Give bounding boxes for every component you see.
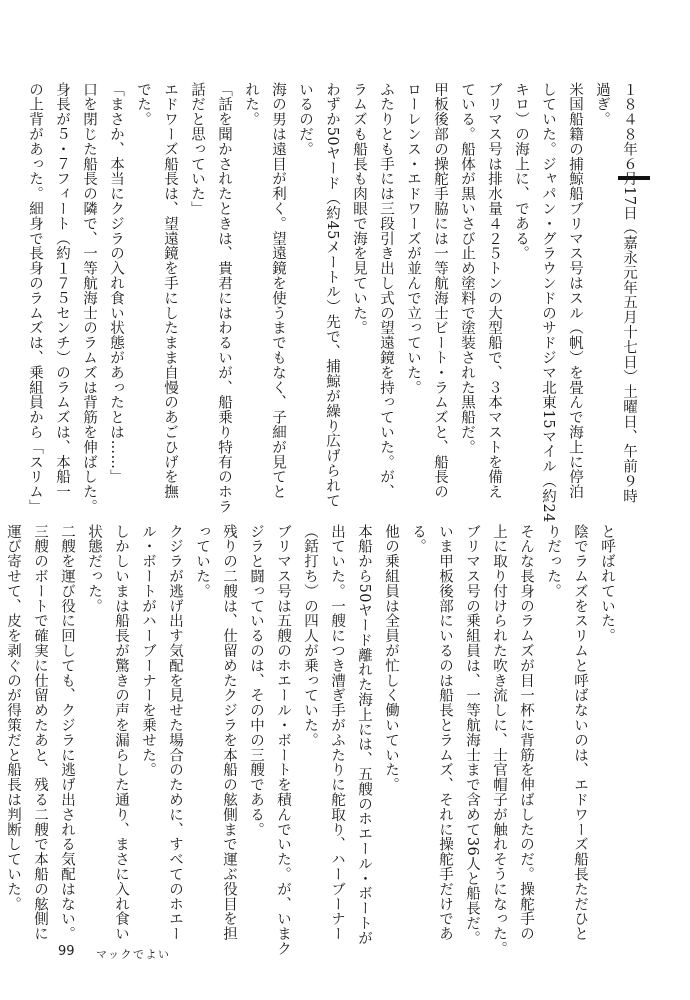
text-line: エドワーズ船長は、望遠鏡を手にしたまま自慢のあごひげを撫 xyxy=(162,82,178,500)
text-line: 身長が５・７フィート（約１７５センチ）のラムズは、本船一 xyxy=(54,82,70,500)
text-line: れた。 xyxy=(243,82,259,127)
text-line: 二艘を運び役に回しても、クジラに逃げ出される気配はない。 xyxy=(59,524,75,942)
text-line: 「話を聞かされたときは、貴君にはわるいが、船乗り特有のホラ xyxy=(216,82,232,515)
text-line: 話だと思っていた」 xyxy=(189,82,205,217)
text-line: 残りの二艘は、仕留めたクジラを本船の舷側まで運ぶ役目を担 xyxy=(221,524,237,942)
text-line: 三艘のボートで確実に仕留めたあと、残る二艘で本船の舷側に xyxy=(32,524,48,942)
text-line: ラムズも船長も肉眼で海を見ていた。 xyxy=(351,82,367,336)
text-line: ふたりとも手には三段引き出し式の望遠鏡を持っていた。が、 xyxy=(378,82,394,500)
text-line: と呼ばれていた。 xyxy=(599,524,615,644)
text-line: （銛打ち）の四人が乗っていた。 xyxy=(302,524,318,748)
text-line: ブリマス号は排水量４２５トンの大型船で、３本マストを備え xyxy=(486,82,502,500)
text-line: キロ）の海上に、である。 xyxy=(513,82,529,261)
text-line: 状態だった。 xyxy=(86,524,102,614)
top-text-block xyxy=(27,82,642,523)
text-line: いま甲板後部にいるのは船長とラムズ、それに操舵手だけであ xyxy=(437,524,453,942)
text-line: ル・ボートがハーブーナーを乗せた。 xyxy=(140,524,156,778)
text-line: ジラと闘っているのは、その中の三艘である。 xyxy=(248,524,264,837)
text-line: 出ていた。一艘につき漕ぎ手がふたりに舵取り、ハーブーナー xyxy=(329,524,345,942)
text-line: る。 xyxy=(410,524,426,554)
text-line: っていた。 xyxy=(194,524,210,599)
text-line: でた。 xyxy=(135,82,151,127)
text-line: いるのだ。 xyxy=(297,82,313,157)
text-line: そんな長身のラムズが目一杯に背筋を伸ばしたのだ。操舵手の xyxy=(518,524,534,942)
text-line: 過ぎ。 xyxy=(594,82,610,127)
text-line: ブリマス号は五艘のホエール・ボートを積んでいた。が、いまク xyxy=(275,524,291,957)
text-line: 「まさか、本当にクジラの入れ食い状態があったとは……」 xyxy=(108,82,124,485)
text-line: ている。船体が黒いさび止め塗料で塗装された黒船だ。 xyxy=(459,82,475,455)
text-line: 甲板後部の操舵手脇には一等航海士ビート・ラムズと、船長の xyxy=(432,82,448,500)
text-line: りだった。 xyxy=(545,524,561,599)
text-line: 陰でラムズをスリムと呼ばないのは、エドワーズ船長ただひと xyxy=(572,524,588,942)
text-line: ブリマス号の乗組員は、一等航海士まで含めて36人と船長だ。 xyxy=(464,524,480,946)
text-line: 米国船籍の捕鯨船ブリマス号はスル（帆）を畳んで海上に停泊 xyxy=(567,82,583,500)
text-line: の上背があった。細身で長身のラムズは、乗組員から「スリム」 xyxy=(27,82,43,515)
text-line: 口を閉じた船長の隣で、一等航海士のラムズは背筋を伸ばした。 xyxy=(81,82,97,515)
text-line: わずか50ヤード（約45メートル）先で、捕鯨が繰り広げられて xyxy=(324,82,340,508)
running-title: マックでよい xyxy=(96,948,171,961)
text-line: していた。ジャパン・グラウンドのサドジマ北東15マイル（約24 xyxy=(540,82,556,523)
text-line: 本船から50ヤード離れた海上には、五艘のホエール・ボートが xyxy=(356,524,372,946)
text-line: クジラが逃げ出す気配を見せた場合のために、すべてのホエー xyxy=(167,524,183,942)
text-line: 他の乗組員は全員が忙しく働いていた。 xyxy=(383,524,399,793)
text-line: 運び寄せて、皮を剥ぐのが得策だと船長は判断していた。 xyxy=(5,524,21,912)
text-line: 上に取り付けられた吹き流しに、士官帽子が触れそうになった。 xyxy=(491,524,507,957)
text-line: しかしいまは船長が驚きの声を漏らした通り、まさに入れ食い xyxy=(113,524,129,942)
page-number: 99 xyxy=(58,944,75,959)
text-line: ローレンス・エドワーズが並んで立っていた。 xyxy=(405,82,421,395)
text-line: 海の男は遠目が利く。望遠鏡を使うまでもなく、子細が見てと xyxy=(270,82,286,500)
text-line: １８４８年６月17日（嘉永元年五月十七日）土曜日、午前９時 xyxy=(621,82,637,504)
